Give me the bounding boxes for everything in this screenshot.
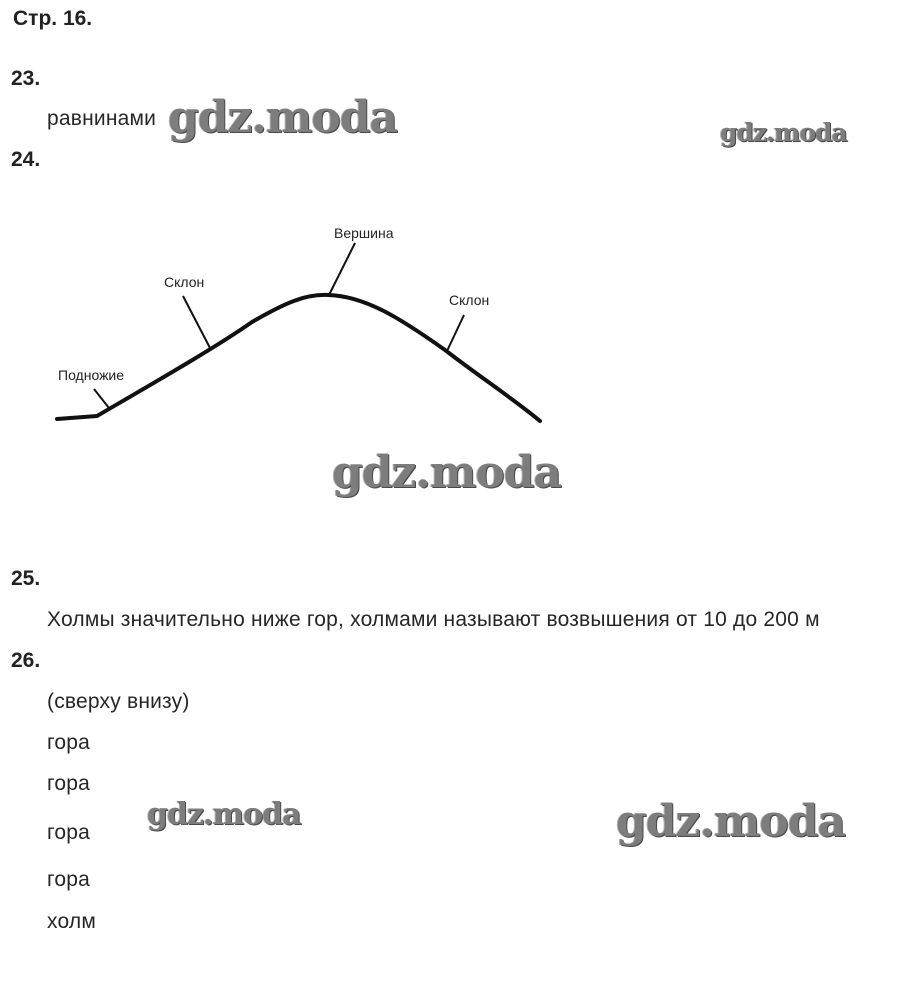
slope-right-pointer bbox=[447, 315, 464, 351]
peak-pointer bbox=[329, 243, 355, 295]
task-26-item: холм bbox=[47, 910, 96, 933]
task-24-number: 24. bbox=[11, 148, 41, 171]
foot-pointer bbox=[94, 389, 109, 408]
label-slope-left: Склон bbox=[164, 274, 205, 290]
page-title: Стр. 16. bbox=[13, 7, 93, 30]
task-26-item: гора bbox=[47, 772, 91, 795]
task-25-number: 25. bbox=[11, 567, 41, 590]
hill-outline bbox=[57, 295, 540, 421]
task-26-item: гора bbox=[47, 868, 91, 891]
task-23-answer: равнинами bbox=[47, 107, 157, 130]
watermark: gdz.moda bbox=[720, 118, 847, 147]
label-foot: Подножие bbox=[58, 367, 125, 383]
task-26-item: гора bbox=[47, 821, 91, 844]
label-slope-right: Склон bbox=[449, 292, 490, 308]
watermark: gdz.moda bbox=[168, 92, 398, 143]
task-26-item: гора bbox=[47, 731, 91, 754]
task-26-note: (сверху внизу) bbox=[47, 690, 190, 713]
task-25-answer: Холмы значительно ниже гор, холмами называют возвышения от 10 до 200 м bbox=[47, 608, 820, 631]
watermark: gdz.moda bbox=[332, 447, 562, 498]
label-peak: Вершина bbox=[334, 225, 394, 241]
task-26-number: 26. bbox=[11, 649, 41, 672]
task-23-number: 23. bbox=[11, 67, 41, 90]
watermark: gdz.moda bbox=[147, 797, 301, 832]
watermark: gdz.moda bbox=[616, 796, 846, 847]
slope-left-pointer bbox=[183, 296, 210, 348]
